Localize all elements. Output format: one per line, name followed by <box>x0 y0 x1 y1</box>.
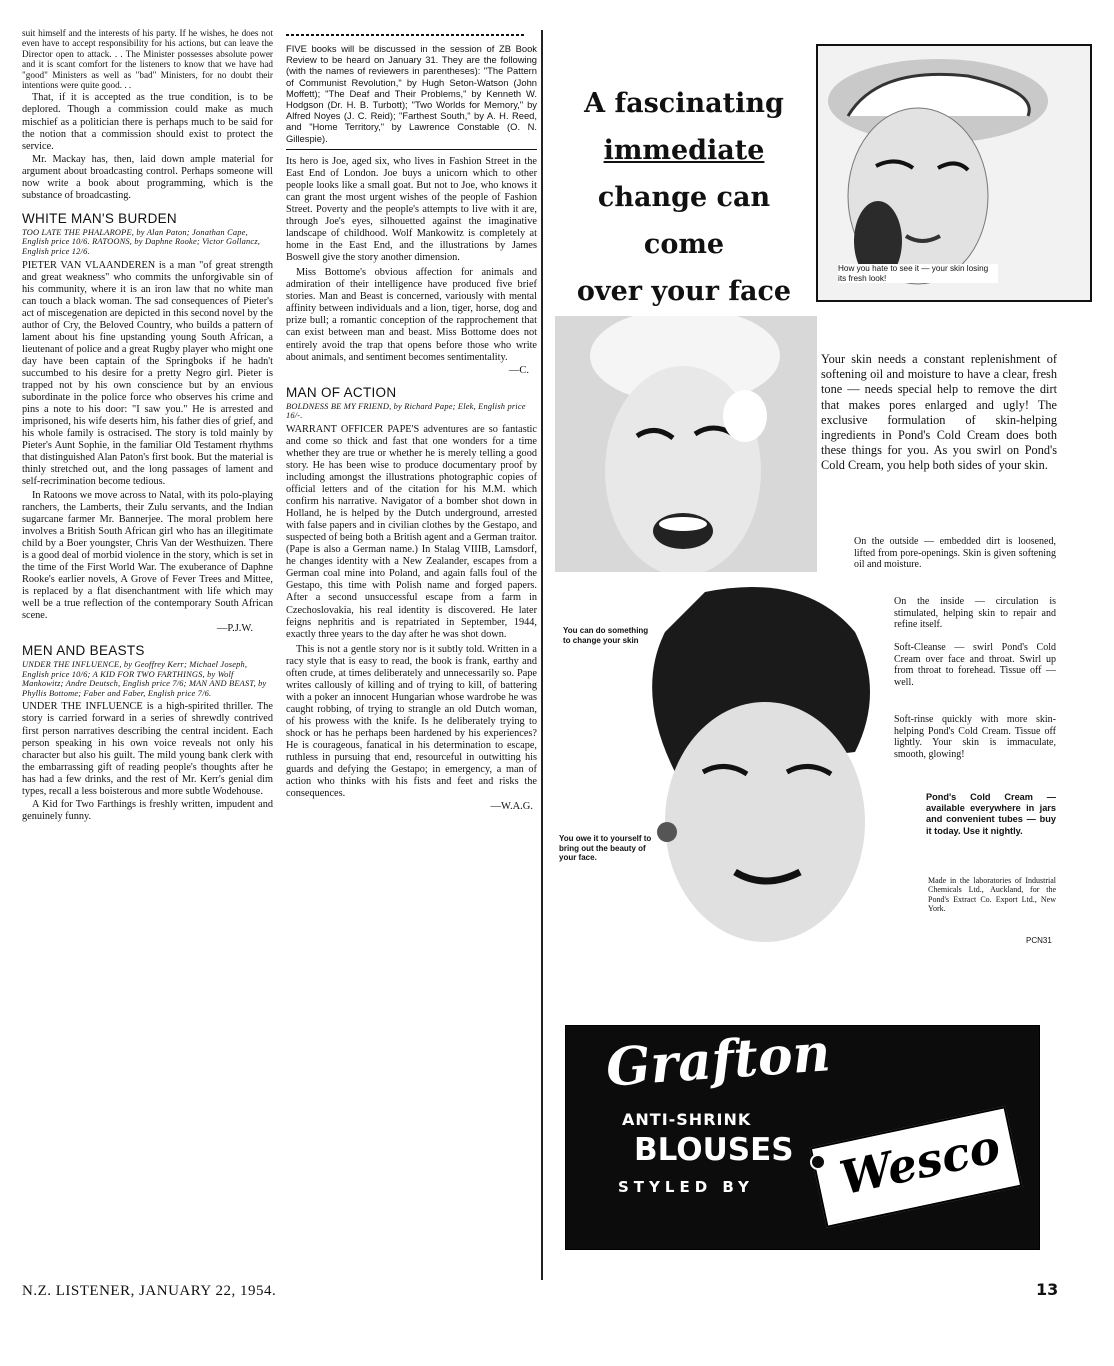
headline-line: over your face <box>576 276 792 307</box>
wesco-wordmark: Wesco <box>835 1118 1005 1206</box>
book-list: BOLDNESS BE MY FRIEND, by Richard Pape; Elek, English price 16/-. <box>286 401 526 421</box>
blouses-label: BLOUSES <box>634 1132 794 1168</box>
section-heading: MEN AND BEASTS <box>22 643 145 659</box>
signature: —C. <box>508 364 529 376</box>
book-list: UNDER THE INFLUENCE, by Geoffrey Kerr; Michael Joseph, English price 10/6; A KID FOR TWO FARTHINGS, by Wolf Mankowitz; Andre Deutsch, English price 7/6; MAN AND BEAST, by Phyllis Bottome; Faber and Faber, English price 7/6. <box>22 660 267 698</box>
tip-soft-rinse: Soft-rinse quickly with more skin-helping Pond's Cold Cream. Tissue off lightly. Your skin is immaculate, smooth, glowing! <box>894 714 1056 760</box>
paragraph: UNDER THE INFLUENCE is a high-spirited thriller. The story is carried forward in a series of shrewdly contrived first person narratives describing the central incident. Each person speaking in his own voice reveals not only his character but also his guilt. The mild young bank clerk with the embarrassing gift of reading people's thoughts after he has had a few drinks, and the rest of Mr. Kerr's genial dim types, recall a less boisterous and more subtle Wodehouse. <box>22 701 273 797</box>
grafton-brand-script: Grafton <box>604 1022 833 1099</box>
photo-caption: You owe it to yourself to bring out the beauty of your face. <box>559 834 652 863</box>
column-1 <box>22 28 273 824</box>
section-heading: WHITE MAN'S BURDEN <box>22 210 177 226</box>
paragraph: suit himself and the interests of his party. If he wishes, he does not even have to accept responsibility for his actions, but can leave the Director open to attack. . . The Minister possesses absolute power and it is scant comfort for the listeners to know that we have had "good" Ministers as well as "bad" Ministers, for no doubt their intentions were quite good. . . <box>22 28 273 91</box>
ad-code: PCN31 <box>1026 936 1052 945</box>
tip-inside: On the inside — circulation is stimulated, helping skin to repair and refine itself. <box>894 596 1056 631</box>
column-2 <box>286 34 537 814</box>
photo-caption: You can do something to change your skin <box>563 626 649 645</box>
anti-shrink-label: ANTI-SHRINK <box>622 1110 752 1129</box>
paragraph: This is not a gentle story nor is it subtly told. Written in a racy style that is easy to read, the book is frank, earthy and often crude, at times deliberately and unnecessarily so. Pape writes callously of killing and of trying to kill, of battering with a poker an innocent Hungarian whose wardrobe he was caught robbing, of trying to strangle an old Dutch woman, of his prowess with the knife. Is he deliberately trying to shock or has he perhaps been hardened by his experiences? He is courageous, fanatical in his determination to escape, ruthless in pursuing that end, resourceful in outwitting his guards and defying the Gestapo; in emergency, a man of action who thinks with his fists and feet and risks the consequences. <box>286 643 537 800</box>
book-list: TOO LATE THE PHALAROPE, by Alan Paton; Jonathan Cape, English price 10/6. RATOONS, by Daphne Rooke; Victor Gollancz, English price 12/6. <box>22 227 261 257</box>
wesco-label-tag <box>810 1106 1023 1228</box>
ponds-advertisement <box>548 40 1094 964</box>
tip-outside: On the outside — embedded dirt is loosened, lifted from pore-openings. Skin is given softening oil and moisture. <box>854 536 1056 571</box>
ad-body-copy: Your skin needs a constant replenishment of softening oil and moisture to have a clear, fresh tone — needs special help to remove the dirt that makes pores enlarged and ugly! The exclusive formulation of skin-helping ingredients in Pond's Cold Cream does both these things for you. As you swirl on Pond's Cold Cream, you help both sides of your skin. <box>821 352 1057 473</box>
dashed-rule <box>286 34 526 36</box>
manufacturer-note: Made in the laboratories of Industrial Chemicals Ltd., Auckland, for the Pond's Extract Co. Export Ltd., New York. <box>928 876 1056 914</box>
paragraph: Its hero is Joe, aged six, who lives in Fashion Street in the East End of London. Joe buys a unicorn which to other people looks like a small goat. But not to Joe, who knows it can grant the most urgent wishes of the people of Fashion Street. Poverty and the people's attempts to live with it are, through Joe's eyes, silhouetted against the imaginative landscape of childhood. Wolf Mankowitz is completely at home in the East End, and the illustrations by James Boswell give the story another dimension. <box>286 155 537 264</box>
tip-soft-cleanse: Soft-Cleanse — swirl Pond's Cold Cream over face and throat. Swirl up from throat to forehead. Tissue off — well. <box>894 642 1056 688</box>
footer-publication: N.Z. LISTENER, JANUARY 22, 1954. <box>22 1283 277 1299</box>
photo-caption: How you hate to see it — your skin losing its fresh look! <box>838 264 998 283</box>
paragraph: A Kid for Two Farthings is freshly written, impudent and genuinely funny. <box>22 798 273 822</box>
signature: —W.A.G. <box>490 801 533 813</box>
paragraph: In Ratoons we move across to Natal, with its polo-playing ranchers, the Lamberts, their Zulu servants, and the Indian sugarcane farmer Mr. Bannerjee. The moral problem here involves a British South African girl who has an illegitimate child by a Boer youngster, Chris Van der Westhuizen. There is a good deal of morbid violence in the story, which is set in the time of the First World War. The exuberance of Daphne Rooke's earlier novels, A Grove of Fever Trees and Mittee, is replaced by a flat disenchantment with life which may well be a true reflection of the contemporary South African scene. <box>22 489 273 621</box>
paragraph: Miss Bottome's obvious affection for animals and admiration of their intelligence have produced five brief stories. Man and Beast is concerned, variously with mental affinity between individuals and a lion, tiger, horse, dog and prize bull; a romantic conception of the rapprochement that can exist between man and beast. Miss Bottome does not entirely avoid the trap that opens before those who write about animals, and sentiment becomes sentimentality. <box>286 267 537 363</box>
woman-smiling-illustration <box>555 316 817 598</box>
zb-book-review-note: FIVE books will be discussed in the session of ZB Book Review to be heard on January 31. They are the following (with the names of reviewers in parentheses): "The Pattern of Communist Revolution," by Hugh Seton-Watson (John Moffett); "The Deaf and Their Problems," by Kenneth W. Hodgson (Dr. H. B. Turbott); "Two Worlds for Memory," by Alfred Noyes (J. C. Reid); "Farthest South," by A. H. Reed, and "Home Territory," by Lawrence Constable (O. N. Gillespie). <box>286 43 537 144</box>
headline-line: A fascinating <box>584 88 784 119</box>
section-heading: MAN OF ACTION <box>286 384 397 400</box>
column-separator <box>541 30 543 1280</box>
paragraph: PIETER VAN VLAANDEREN is a man "of great strength and great weakness" who commits the unforgivable sin of his community, where it is an iron law that no white man can touch a black woman. The sad consequences of Pieter's act of miscegenation are depicted in this second novel by the author of Cry, the Beloved Country, who builds a pattern of lament about his fine upstanding young South African, a lieutenant of police and a great Rugby player who might one day have been captain of the Springboks if he hadn't succumbed to his desire for a pretty Negro girl. Pieter is trapped not by his own conscience but by an envious subordinate in the police force who observes his crime and pins a note to his door: "I saw you." He is arrested and imprisoned, his wife deserts him, his father dies of grief, and his whole family is ostracised. The story is told mainly by Pieter's Aunt Sophie, in the familiar Old Testament rhythms that distinguished Alan Paton's first book. But the material is thinly stretched out, and the long passages of lament and self-recrimination become tedious. <box>22 259 273 488</box>
paragraph: That, if it is accepted as the true condition, is to be deplored. Though a commission could make as much mischief as a politician there is perhaps much to be said for the notion that a commission should exist to protect the service. <box>22 92 273 152</box>
grafton-advertisement <box>565 1022 1040 1250</box>
headline-line: immediate <box>603 135 765 166</box>
paragraph: Mr. Mackay has, then, laid down ample material for argument about broadcasting control. Perhaps someone will now write a book about programming, which is the substance of broadcasting. <box>22 153 273 201</box>
ad-headline <box>554 80 814 315</box>
signature: —P.J.W. <box>216 623 253 635</box>
woman-photo-top <box>816 44 1092 302</box>
tag-eyelet-icon <box>810 1154 826 1170</box>
woman-photo-middle <box>555 316 817 598</box>
page-number: 13 <box>1036 1280 1059 1299</box>
paragraph: WARRANT OFFICER PAPE'S adventures are so fantastic and come so thick and fast that one wonders for a time whether they are true or whether he is merely telling a good story. He has been wise to produce documentary proof by including amongst the illustrations photographic copies of official letters and of the citation for his M.M. which confirm his narrative. Navigator of a bomber shot down in Holland, he is helped by the Dutch underground, arrested with false papers and in civilian clothes by the Gestapo, and suspected of being both a British agent and a German traitor. (Pape is also a German name.) In Stalag VIIIB, Lamsdorf, he changes identity with a New Zealander, escapes from a German coal mine into Poland, and again falls foul of the Gestapo, this time with Polish name and forged papers. After a second unsuccessful escape from a farm in Czechoslovakia, his real identity is discovered. He later feigns nephritis and is repatriated in September, 1944, exactly three years to the day after he was shot down. <box>286 423 537 640</box>
styled-by-label: STYLED BY <box>618 1178 754 1196</box>
headline-line: change can come <box>597 182 771 260</box>
woman-photo-lower <box>555 572 895 964</box>
divider <box>286 149 537 150</box>
availability-note: Pond's Cold Cream — available everywhere in jars and convenient tubes — buy it today. Use it nightly. <box>926 792 1056 836</box>
